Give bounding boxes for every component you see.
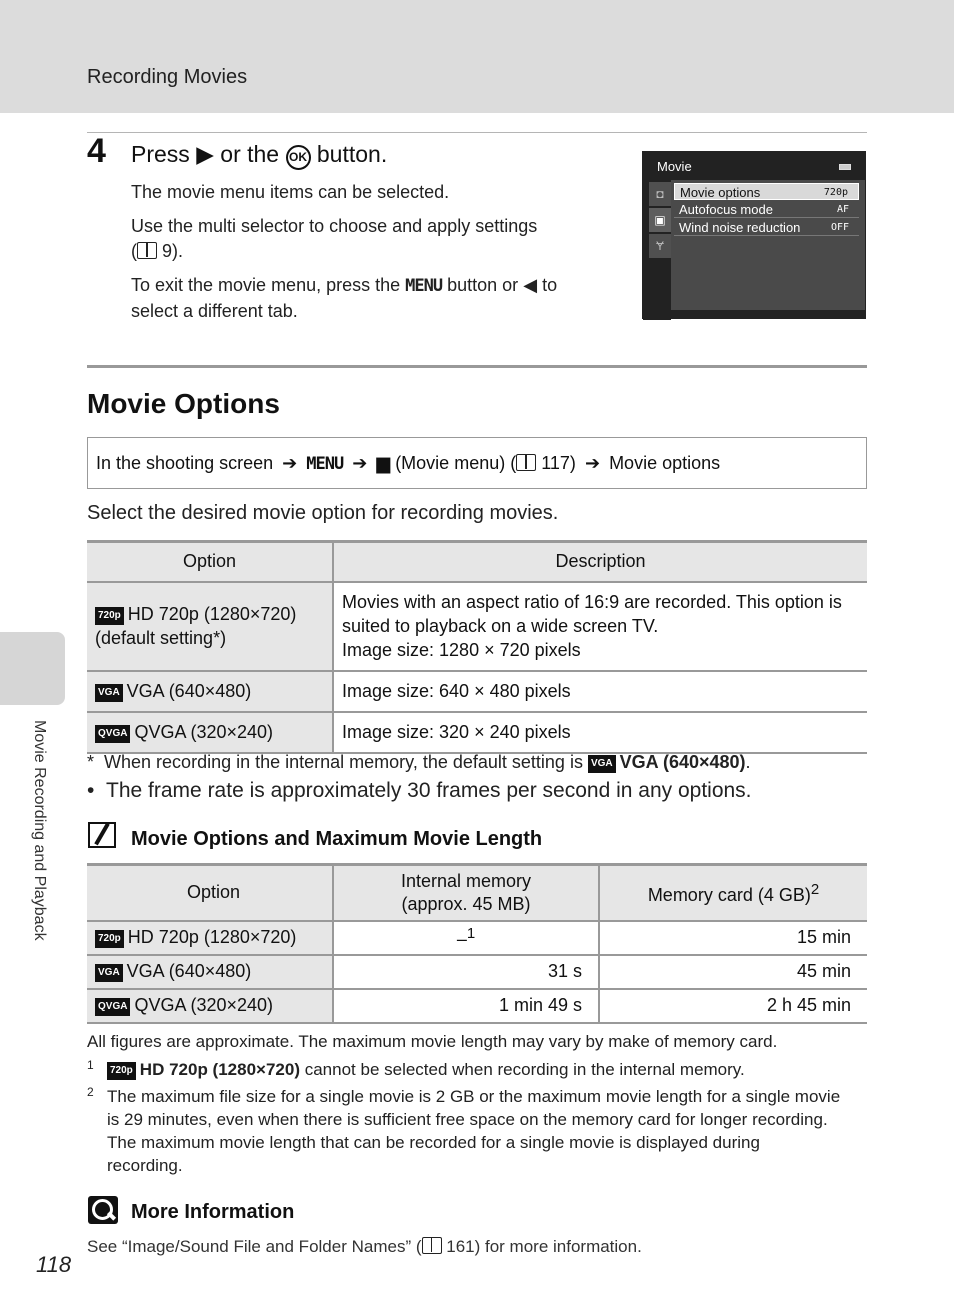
default-footnote	[87, 752, 751, 773]
step-line-3-prefix: To exit the movie menu, press the	[131, 275, 401, 295]
desc-line: Image size: 1280 × 720 pixels	[342, 639, 581, 660]
table-row	[87, 671, 867, 712]
step-heading-press: Press	[131, 141, 190, 167]
header-card-sup: 2	[810, 881, 820, 899]
option-name: VGA (640×480)	[126, 680, 252, 701]
option-default: (default setting*)	[95, 627, 227, 648]
nav-movie-menu: (Movie menu) (	[395, 453, 517, 473]
arrow-right-icon: ➔	[352, 453, 368, 473]
footnote-2	[87, 1085, 877, 1177]
header-internal-2: (approx. 45 MB)	[401, 893, 531, 914]
internal-sup: 1	[466, 925, 476, 942]
internal-cell: 31 s	[333, 955, 599, 989]
nav-ref[interactable]: 117)	[541, 453, 576, 473]
option-name: HD 720p (1280×720)	[127, 927, 297, 947]
vga-mode-icon: VGA	[95, 964, 123, 982]
camera-menu-label: Movie options	[680, 185, 761, 200]
footnote-1	[87, 1058, 877, 1081]
option-cell	[87, 955, 333, 989]
step-line-1: The movie menu items can be selected.	[131, 182, 450, 202]
nav-start: In the shooting screen	[96, 453, 274, 473]
left-arrow-icon: ◀	[523, 275, 538, 295]
option-cell	[87, 712, 333, 753]
qvga-mode-icon: QVGA	[95, 725, 130, 743]
vga-mode-icon: VGA	[95, 684, 123, 702]
qvga-mode-icon: QVGA	[95, 998, 130, 1016]
menu-path-box	[87, 437, 867, 489]
arrow-right-icon: ➔	[584, 453, 601, 473]
arrow-right-icon: ➔	[282, 453, 298, 473]
header-description: Description	[333, 542, 867, 582]
option-name: VGA (640×480)	[126, 961, 252, 981]
header-internal-1: Internal memory	[400, 870, 532, 891]
step-line-2b-ref[interactable]: 9).	[162, 241, 184, 261]
step-line-3-mid: button or	[447, 275, 519, 295]
pencil-note-icon	[88, 822, 116, 848]
card-cell: 2 h 45 min	[599, 989, 867, 1023]
hd720-mode-icon: 720p	[95, 930, 124, 948]
table-row	[87, 955, 867, 989]
table-row	[87, 582, 867, 671]
more-info-heading: More Information	[131, 1201, 295, 1223]
desc-line: suited to playback on a wide screen TV.	[342, 615, 659, 636]
hd720-mode-icon: 720p	[95, 607, 124, 625]
option-cell	[87, 671, 333, 712]
more-info-text	[87, 1237, 642, 1257]
camera-menu-value: OFF	[830, 222, 849, 233]
footnote-2-body	[87, 1085, 877, 1177]
camera-menu-title: Movie	[657, 159, 692, 174]
step-line-2a: Use the multi selector to choose and apply settings	[131, 216, 538, 236]
more-info-b[interactable]: 161) for more information.	[446, 1237, 642, 1256]
menu-button-icon: MENU	[306, 454, 344, 474]
table-header-row	[87, 865, 867, 921]
section-divider	[87, 365, 867, 368]
right-arrow-icon: ▶	[196, 141, 214, 167]
camera-menu-item-wind-noise[interactable]	[674, 219, 859, 236]
header-card	[599, 865, 867, 921]
camera-menu-label: Wind noise reduction	[679, 220, 801, 235]
step-heading	[131, 141, 387, 170]
movie-options-table	[87, 540, 867, 754]
intro-text: Select the desired movie option for recording movies.	[87, 502, 559, 524]
chapter-tab[interactable]	[0, 632, 65, 705]
footnote-text: When recording in the internal memory, the default setting is	[104, 752, 583, 772]
internal-cell	[333, 921, 599, 955]
footnote-star: *	[87, 752, 95, 772]
step-line-2	[131, 214, 601, 264]
footnote-2-number: 2	[87, 1085, 94, 1099]
card-cell: 15 min	[599, 921, 867, 955]
nav-end: Movie options	[609, 453, 721, 473]
option-cell	[87, 989, 333, 1023]
camera-bottom-bar	[643, 310, 865, 318]
book-reference-icon	[137, 242, 157, 259]
page-number: 118	[36, 1252, 72, 1277]
footnote-2-line: The maximum movie length that can be recorded for a single movie is displayed during	[107, 1133, 760, 1152]
internal-cell: 1 min 49 s	[333, 989, 599, 1023]
step-heading-button: button.	[316, 141, 388, 167]
footnote-1-number: 1	[87, 1058, 94, 1072]
header-band	[0, 0, 954, 113]
step-heading-or: or the	[220, 141, 280, 167]
footnote-1-bold: HD 720p (1280×720)	[139, 1060, 300, 1079]
table-row	[87, 989, 867, 1023]
movie-menu-icon: ▆	[376, 453, 391, 473]
footnote-1-text: cannot be selected when recording in the internal memory.	[304, 1060, 745, 1079]
vga-mode-icon: VGA	[588, 755, 616, 773]
option-name: QVGA (320×240)	[134, 995, 274, 1015]
description-cell: Image size: 320 × 240 pixels	[333, 712, 867, 753]
movie-tab-icon: ▣	[649, 208, 671, 232]
table-row	[87, 712, 867, 753]
camera-screen-illustration	[642, 151, 866, 319]
book-reference-icon	[516, 454, 536, 471]
book-reference-icon	[422, 1237, 442, 1254]
camera-menu-value: AF	[836, 204, 849, 215]
hd720-mode-icon: 720p	[107, 1062, 136, 1080]
footnote-end: .	[745, 752, 751, 772]
setup-wrench-icon: Ɏ	[649, 234, 671, 258]
header-option: Option	[87, 865, 333, 921]
camera-menu-label: Autofocus mode	[679, 202, 773, 217]
section-title: Recording Movies	[87, 66, 248, 88]
step-line-3b: select a different tab.	[131, 301, 298, 321]
page-heading: Movie Options	[87, 388, 280, 419]
footnote-2-line: is 29 minutes, even when there is sufficient free space on the memory card for longer recording.	[107, 1110, 828, 1129]
footnote-bold: VGA (640×480)	[619, 752, 746, 772]
bullet-text: The frame rate is approximately 30 frames per second in any options.	[106, 779, 752, 802]
footnote-2-line: recording.	[107, 1156, 183, 1175]
internal-value: –	[456, 929, 467, 949]
option-name: HD 720p (1280×720)	[127, 603, 297, 624]
chapter-label: Movie Recording and Playback	[31, 720, 48, 941]
frame-rate-bullet: • The frame rate is approximately 30 frames per second in any options.	[87, 779, 752, 802]
camera-menu-item-autofocus[interactable]	[674, 201, 859, 218]
table-header-row	[87, 542, 867, 582]
more-info-a: See “Image/Sound File and Folder Names” (	[87, 1237, 422, 1256]
footnote-1-body	[87, 1058, 877, 1081]
step-line-3	[131, 273, 601, 324]
header-card-text: Memory card (4 GB)	[647, 885, 811, 906]
camera-menu-value: 720p	[823, 187, 848, 198]
menu-button-icon: MENU	[405, 276, 443, 296]
option-cell	[87, 921, 333, 955]
step-line-3-suffix: to	[542, 275, 558, 295]
description-cell	[333, 582, 867, 671]
footnote-2-line: The maximum file size for a single movie is 2 GB or the maximum movie length for a single movie	[107, 1087, 841, 1106]
desc-line: Movies with an aspect ratio of 16:9 are recorded. This option is	[342, 591, 842, 612]
step-line-2b-open: (	[131, 241, 137, 261]
battery-icon	[839, 164, 851, 170]
option-name: QVGA (320×240)	[134, 721, 274, 742]
camera-menu-item-movie-options[interactable]	[674, 183, 859, 200]
header-internal	[333, 865, 599, 921]
length-note-heading: Movie Options and Maximum Movie Length	[131, 828, 543, 850]
option-cell	[87, 582, 333, 671]
step-divider	[87, 132, 867, 133]
movie-length-table	[87, 863, 867, 1024]
description-cell: Image size: 640 × 480 pixels	[333, 671, 867, 712]
approx-note: All figures are approximate. The maximum movie length may vary by make of memory card.	[87, 1032, 778, 1051]
magnifier-info-icon	[88, 1196, 118, 1224]
camera-shooting-tab-icon: ◘	[649, 182, 671, 206]
table-row	[87, 921, 867, 955]
step-number: 4	[87, 132, 106, 170]
header-option: Option	[87, 542, 333, 582]
card-cell: 45 min	[599, 955, 867, 989]
ok-button-icon: OK	[286, 145, 311, 170]
